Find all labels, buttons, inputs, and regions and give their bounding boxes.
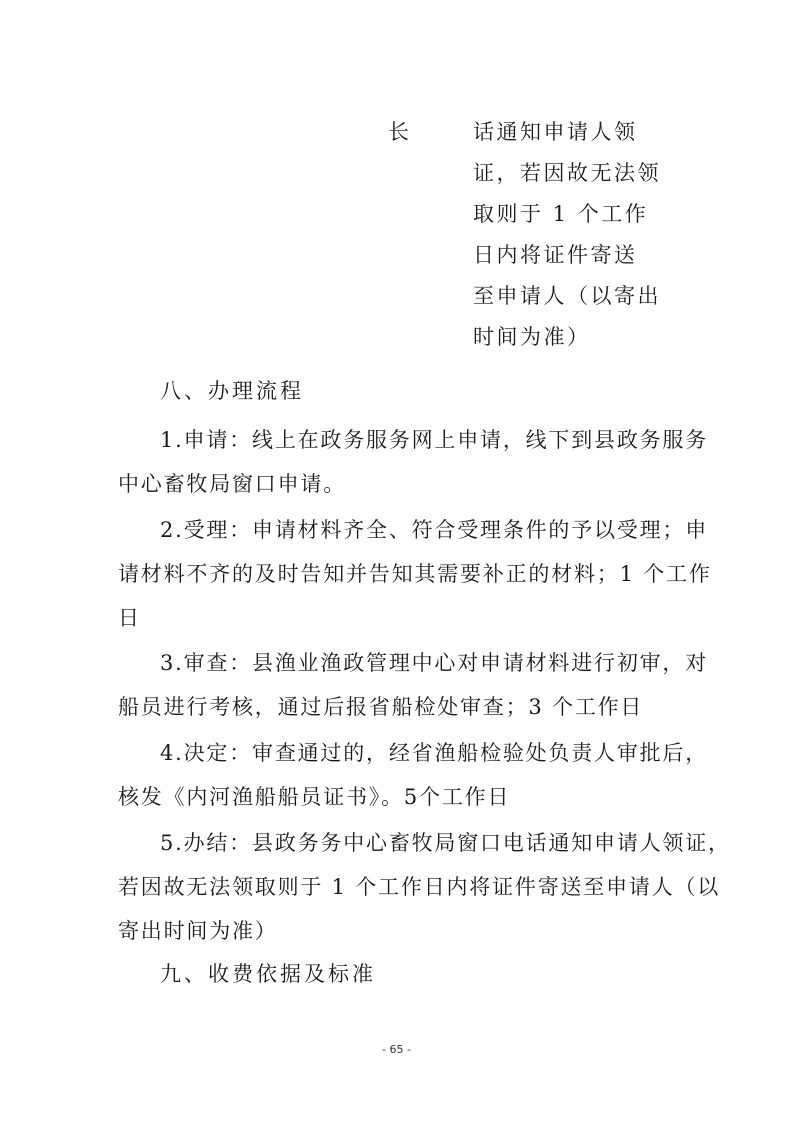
step-complete bbox=[118, 821, 731, 953]
step-decision bbox=[118, 731, 709, 819]
section-heading-process: 八、办理流程 bbox=[160, 379, 304, 403]
page-number: - 65 - bbox=[382, 1043, 411, 1056]
paragraph-line: 若因故无法领取则于 1 个工作日内将证件寄送至申请人（以 bbox=[118, 875, 721, 899]
table-right-cell-line: 时间为准） bbox=[473, 325, 591, 349]
table-right-cell-line: 话通知申请人领 bbox=[473, 120, 638, 144]
step-review bbox=[118, 641, 709, 729]
paragraph-line: 3.审查：县渔业渔政管理中心对申请材料进行初审，对 bbox=[160, 651, 709, 675]
table-right-cell-line: 取则于 1 个工作 bbox=[473, 202, 649, 226]
paragraph-line: 中心畜牧局窗口申请。 bbox=[118, 472, 346, 496]
section-heading-fees: 九、收费依据及标准 bbox=[160, 962, 376, 986]
paragraph-line: 1.申请：线上在政务服务网上申请，线下到县政务服务 bbox=[160, 428, 709, 452]
paragraph-line: 2.受理：申请材料齐全、符合受理条件的予以受理；申 bbox=[160, 518, 709, 542]
table-right-cell-line: 至申请人（以寄出 bbox=[473, 284, 661, 308]
paragraph-line: 核发《内河渔船船员证书》。5个工作日 bbox=[118, 785, 511, 809]
paragraph-line: 日 bbox=[118, 606, 141, 630]
step-apply bbox=[118, 418, 709, 506]
paragraph-line: 寄出时间为准） bbox=[118, 919, 278, 943]
paragraph-line: 请材料不齐的及时告知并告知其需要补正的材料；1 个工作 bbox=[118, 562, 712, 586]
table-left-cell: 长 bbox=[388, 120, 411, 144]
paragraph-line: 船员进行考核，通过后报省船检处审查；3 个工作日 bbox=[118, 695, 644, 719]
paragraph-line: 4.决定：审查通过的，经省渔船检验处负责人审批后， bbox=[160, 741, 709, 765]
step-accept bbox=[118, 508, 712, 640]
paragraph-line: 5.办结：县政务务中心畜牧局窗口电话通知申请人领证， bbox=[160, 831, 731, 855]
table-right-cell-line: 证，若因故无法领 bbox=[473, 161, 661, 185]
table-right-cell-line: 日内将证件寄送 bbox=[473, 243, 638, 267]
